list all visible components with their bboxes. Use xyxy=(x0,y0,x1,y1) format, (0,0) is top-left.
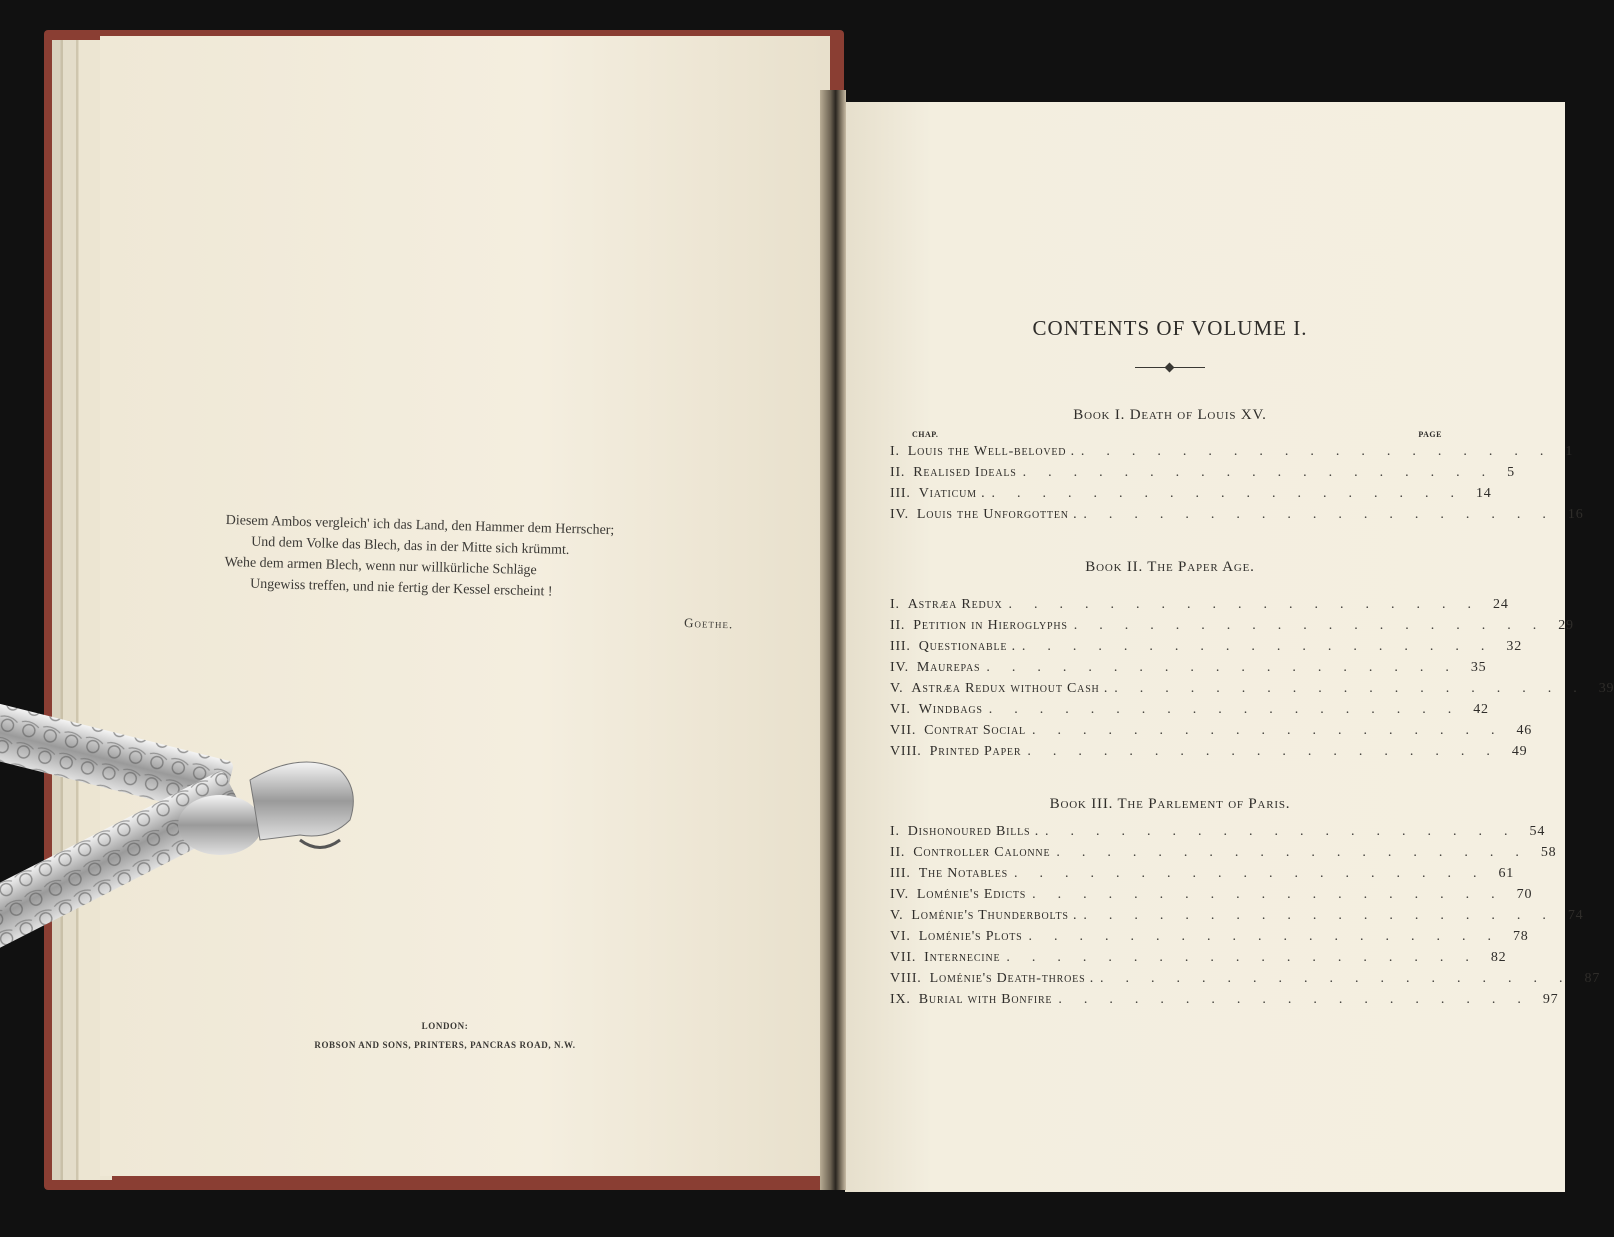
book-title: Book I. Death of Louis XV. xyxy=(1073,407,1267,423)
contents-title: CONTENTS OF VOLUME I. xyxy=(1032,316,1308,340)
leader-dots: ................... xyxy=(1022,465,1508,480)
leader-dots: ................... xyxy=(1080,444,1566,459)
chapter-title: Loménie's Thunderbolts . xyxy=(911,908,1078,923)
leader-dots: ................... xyxy=(1027,744,1512,759)
page-number: 1 xyxy=(1565,444,1574,459)
epigraph-line: Und dem Volke das Blech, das in der Mitte sich krümmt. xyxy=(250,534,570,559)
book-gutter xyxy=(820,90,846,1190)
chapter-number: VI. xyxy=(890,702,911,717)
leader-dots: ................... xyxy=(986,660,1471,675)
chapter-title: Viaticum . xyxy=(918,486,986,501)
chapter-title: Astræa Redux without Cash . xyxy=(911,681,1109,696)
chapter-title: Controller Calonne xyxy=(913,845,1051,860)
book-section xyxy=(890,559,1614,762)
leader-dots: ................... xyxy=(1013,866,1499,881)
epigraph-line: Diesem Ambos vergleich' ich das Land, den Hammer dem Herrscher; xyxy=(225,512,615,539)
chapter-title: Printed Paper xyxy=(929,744,1022,759)
page-number: 42 xyxy=(1473,702,1489,717)
bookmark-clip-icon xyxy=(0,690,370,970)
page-number: 32 xyxy=(1506,639,1522,654)
chapter-number: IV. xyxy=(890,660,909,675)
toc-row xyxy=(890,968,1601,989)
leader-dots: ................... xyxy=(1100,971,1585,986)
chapter-title: Burial with Bonfire xyxy=(918,992,1053,1007)
page-number: 97 xyxy=(1542,992,1559,1007)
chapter-number: IV. xyxy=(890,507,909,522)
chapter-list xyxy=(890,441,1584,525)
leader-dots: ................... xyxy=(1056,845,1541,860)
leader-dots: ................... xyxy=(1021,639,1507,654)
chapter-number: V. xyxy=(890,908,904,923)
page-number: 58 xyxy=(1540,845,1557,860)
page-number: 16 xyxy=(1567,507,1584,522)
epigraph-line: Ungewiss treffen, und nie fertig der Kessel erscheint ! xyxy=(249,576,553,600)
chapter-title: Loménie's Death-throes . xyxy=(929,971,1095,986)
epigraph xyxy=(223,510,746,635)
imprint-city: LONDON: xyxy=(421,1021,469,1031)
toc-row xyxy=(890,926,1529,947)
printer-imprint xyxy=(270,1017,620,1055)
page-number: 29 xyxy=(1558,618,1574,633)
chapter-number: III. xyxy=(890,639,911,654)
chapter-list xyxy=(890,594,1614,762)
chapter-number: VII. xyxy=(890,950,917,965)
leader-dots: ................... xyxy=(991,486,1476,501)
leader-dots: ................... xyxy=(1008,597,1494,612)
chapter-list xyxy=(890,821,1601,1010)
imprint-printer: ROBSON AND SONS, PRINTERS, PANCRAS ROAD, N.W. xyxy=(314,1040,576,1050)
toc-row xyxy=(890,594,1509,615)
toc-row xyxy=(890,947,1507,968)
leader-dots: ................... xyxy=(1058,992,1543,1007)
leader-dots: ................... xyxy=(1031,723,1517,738)
chapter-number: VIII. xyxy=(890,971,922,986)
page-number: 49 xyxy=(1511,744,1528,759)
chapter-number: III. xyxy=(890,486,911,501)
toc-row xyxy=(890,720,1533,741)
chapter-title: Questionable . xyxy=(918,639,1016,654)
chapter-number: VII. xyxy=(890,723,917,738)
page-number: 70 xyxy=(1516,887,1533,902)
page-number: 74 xyxy=(1567,908,1584,923)
toc-row xyxy=(890,699,1489,720)
toc-row xyxy=(890,905,1584,926)
leader-dots: ................... xyxy=(1073,618,1559,633)
chapter-number: II. xyxy=(890,845,906,860)
toc-row xyxy=(890,884,1533,905)
book-title: Book III. The Parlement of Paris. xyxy=(1049,796,1291,812)
chapter-title: Dishonoured Bills . xyxy=(907,824,1040,839)
page-number: 39 xyxy=(1598,681,1614,696)
book-title: Book II. The Paper Age. xyxy=(1085,559,1255,575)
chapter-title: Astræa Redux xyxy=(907,597,1003,612)
chapter-title: Loménie's Edicts xyxy=(916,887,1027,902)
toc-row xyxy=(890,821,1546,842)
chapter-title: Contrat Social xyxy=(924,723,1026,738)
page-number: 78 xyxy=(1513,929,1529,944)
toc-row xyxy=(890,504,1584,525)
chapter-title: Louis the Unforgotten . xyxy=(916,507,1078,522)
page-number: 46 xyxy=(1516,723,1533,738)
leader-dots: ................... xyxy=(1114,681,1599,696)
chapter-number: IV. xyxy=(890,887,909,902)
epigraph-line: Wehe dem armen Blech, wenn nur willkürliche Schläge xyxy=(224,554,537,579)
chapter-title: Loménie's Plots xyxy=(918,929,1023,944)
chapter-number: IX. xyxy=(890,992,911,1007)
page-number: 54 xyxy=(1529,824,1546,839)
chapter-title: The Notables xyxy=(918,866,1008,881)
chapter-number: VI. xyxy=(890,929,911,944)
leader-dots: ................... xyxy=(1045,824,1530,839)
page-number: 61 xyxy=(1498,866,1515,881)
epigraph-author: Goethe. xyxy=(683,615,734,632)
page-number: 24 xyxy=(1493,597,1509,612)
toc-row xyxy=(890,989,1559,1010)
page-number: 87 xyxy=(1584,971,1601,986)
leader-dots: ................... xyxy=(1083,908,1568,923)
toc-row xyxy=(890,483,1492,504)
col-chap-label: CHAP. xyxy=(912,430,939,439)
chapter-title: Petition in Hieroglyphs xyxy=(913,618,1068,633)
toc-row xyxy=(890,678,1614,699)
toc-row xyxy=(890,615,1574,636)
chapter-title: Maurepas xyxy=(916,660,981,675)
toc-row xyxy=(890,462,1515,483)
chapter-title: Windbags xyxy=(918,702,983,717)
toc-row xyxy=(890,863,1515,884)
ornament-rule xyxy=(1135,365,1205,371)
page-number: 82 xyxy=(1490,950,1507,965)
toc-row xyxy=(890,657,1487,678)
leader-dots: ................... xyxy=(1032,887,1517,902)
toc-row xyxy=(890,636,1522,657)
chapter-number: II. xyxy=(890,618,906,633)
page-number: 5 xyxy=(1507,465,1515,480)
toc-row xyxy=(890,842,1557,863)
book-section xyxy=(890,407,1584,525)
leader-dots: ................... xyxy=(1006,950,1491,965)
chapter-title: Louis the Well-beloved . xyxy=(907,444,1075,459)
toc-row xyxy=(890,441,1574,462)
table-of-contents xyxy=(890,316,1614,1044)
chapter-number: I. xyxy=(890,597,900,612)
page-number: 35 xyxy=(1470,660,1487,675)
chapter-number: II. xyxy=(890,465,906,480)
chapter-number: VIII. xyxy=(890,744,922,759)
toc-row xyxy=(890,741,1528,762)
chapter-title: Realised Ideals xyxy=(913,465,1017,480)
leader-dots: ................... xyxy=(988,702,1474,717)
chapter-number: V. xyxy=(890,681,904,696)
book-section xyxy=(890,796,1601,1010)
chapter-title: Internecine xyxy=(924,950,1001,965)
page-number: 14 xyxy=(1475,486,1492,501)
col-page-label: PAGE xyxy=(1418,430,1442,439)
leader-dots: ................... xyxy=(1028,929,1513,944)
chapter-number: I. xyxy=(890,444,900,459)
chapter-number: III. xyxy=(890,866,911,881)
chapter-number: I. xyxy=(890,824,900,839)
column-headings xyxy=(890,430,1450,439)
leader-dots: ................... xyxy=(1083,507,1568,522)
